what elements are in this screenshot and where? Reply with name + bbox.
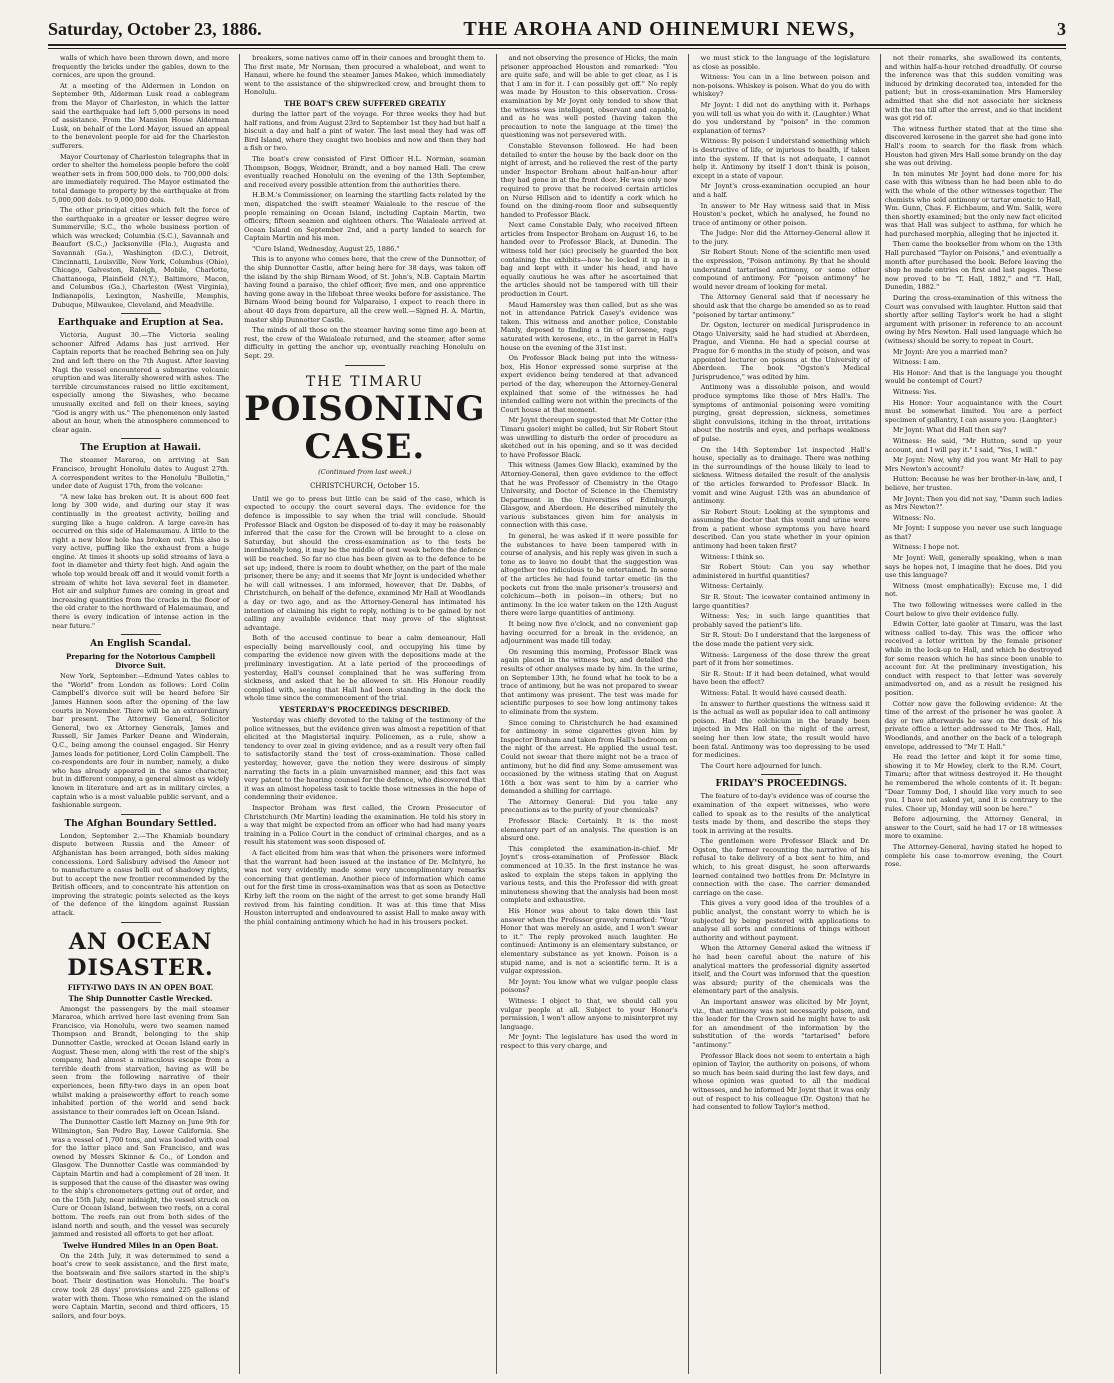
paragraph: New York, September.—Edmund Yates cables to the "World" from London as follows: Lord Colin Campbell's divorce suit will be heard before Sir James Hannen soon after the opening of the law courts in November. There will be an extraordinary bar present. The Attorney General, Solicitor General, two ex Attorney Generals, James and Russell, Sir James Parker Deane and Winderain, Q.C., being among the counsel engaged. Sir Henry James leads for petitioner, Lord Colin Campbell. The co-respondents are four in number, namely, a duke who has already appeared in the same character, but in different company, a general almost as widely known in literature and art as in military circles, a captain who is a most valuable public servant, and a fashionable surgeon. [52,672,230,810]
column-2 [239,54,489,1374]
paragraph: In general, he was asked if it were possible for the substances to have been tampered with in course of analysis, and his reply was given in such a tone as to leave no doubt that the suggestion was altogether too ridiculous to be entertained. In some of the articles he had found tartar emetic (in the pockets cut from the male prisoner's trousers) and colchicum—both in poison—in others; but no antimony. In the ice water taken on the 12th August there were large quantities of antimony. [500,532,678,618]
dateline: CHRISTCHURCH, October 15. [310,482,420,491]
paragraph: not their remarks, she swallowed its contents, and within half-a-hour retched dreadfully. Of course the inference was that this sudden vomiting was induced by drinking decorated tea, intended for the patient; but in cross-examination Mrs Hamersley admitted that she did not associate her sickness with the tea till after the arrest, and so that incident was got rid of. [884,54,1062,123]
paragraph: Constable Stevenson followed. He had been detailed to enter the house by the back door on the night of arrest, and he relieved the rest of the party under Inspector Broham about half-an-hour after they had gone in at the front door. He was only now required to prove that he received certain articles on Nurse Hillson and to identify a cork which he found on the dining-room floor and subsequently handed to Professor Black. [500,141,678,219]
paragraph: The boat's crew consisted of First Officer H.L. Norman, seaman Thompson, Boggs, Weidner, Brandt, and a boy named Hall. The crew eventually reached Honolulu on the evening of the 13th September, and received every possible attention from the authorities there. [244,154,486,189]
paragraph: Sir R. Stout: The icewater contained antimony in large quantities? [692,593,870,610]
paragraph: Witness: Certainly. [700,582,764,591]
paragraph: "A new lake has broken out. It is about 600 feet long by 300 wide, and during our stay it was continually in the greatest activity, boiling and surging like a huge caldron. A large cave-in has occurred on this side of Halemaumau. A little to the right a new blow hole has broken out. This also is very active, puffing like the exhaust from a huge engine. At times it shoots up solid streams of lava a foot in diameter and thirty feet high. And again the whole top would break off and it would vomit forth a stream of white hot lava several feet in diameter. Hot air and sulphur fumes are coming in great and increasing quantities from the cracks in the floor of the old crater to the northward of Halemaumau, and there is every indication of intense action in the near future." [52,492,230,630]
paragraph: London, September 2.—The Khamiab boundary dispute between Russia and the Ameer of Afghanistan has been arranged, both sides making concessions. Lord Salisbury advised the Ameer not to manufacture a casus belli out of shadowy rights, but to accept the new frontier recommended by the British officers, and to concentrate his attention on improving the strategic points selected as the keys of the defence of the kingdom against Russian attack. [52,831,230,918]
paragraph: Witness: Fatal. It would have caused death. [700,688,847,697]
paragraph: Mr Joynt: I suppose you never use such language as that? [884,524,1062,541]
paragraph: Professor Black does not seem to entertain a high opinion of Taylor, the authority on poisons, of whom so much has been said during the last few days, and whose opinion was quoted to all the medical witnesses, and he informed Mr Joynt that it was only out of respect to his colleague (Dr. Ogston) that he had consented to follow Taylor's method. [692,1051,870,1112]
paragraph: Mr Joynt: I did not do anything with it. Perhaps you will tell us what you do with it. (Laughter.) What do you understand by "poison" in the common explanation of terms? [692,100,870,135]
paragraph: we must stick to the language of the legislature as close as possible. [692,54,870,71]
paragraph: Sir Robert Stout: Can you say whether administered in hurtful quantities? [692,563,870,580]
paragraph: Witness: I hope not. [892,543,960,552]
paragraph: Mr Joynt: Well, generally speaking, when a man says he hopes not, I imagine that he does. Did you use this language? [884,554,1062,580]
paragraph: Dr. Ogston, lecturer on medical Jurisprudence in Otago University, said he had studied at Aberdeen, Prague, and Vienna. He had a special course at Prague for 6 months in the study of poison, and was appointed lecturer on poisons at the University of Aberdeen. The book "Ogston's Medical Jurisprudence," was edited by him. [692,321,870,381]
paragraph: The Attorney General said that if necessary he should ask that the charge be amended so as to read "poisoned by tartar antimony." [692,293,870,319]
paragraph: Both of the accused continue to bear a calm demeanour, Hall especially being marvellously cool, and occupying his time by comparing the evidence now given with the depositions made at the preliminary investigation. At a late period of the proceedings of yesterday, Hall's counsel complained that he was suffering from sickness, and asked that he be allowed to sit. His Honour readily complied with, seeing that Hall had been standing in the dock the whole time since the commencement of the trial. [244,634,486,703]
subheadline-open-boat: Twelve Hundred Miles in an Open Boat. [62,1240,219,1250]
headline-timaru: THE TIMARU [305,373,424,390]
letter-heading: "Cure Island, Wednesday, August 25, 1886." [252,244,400,253]
page-header [48,14,1066,44]
paragraph: Witness: He said, "Mr Hutton, send up your account, and I will pay it." I said, "Yes, I will." [884,436,1062,454]
paragraph: A fact elicited from him was that when the prisoners were informed that the warrant had been issued at the instance of Dr. McIntyre, he was not very evidently made some very uncomplimentary remarks concerning that gentleman. Another piece of information which came out for the first time in cross-examination was that as soon as Detective Kirby left the room on the night of the arrest to get some brandy Hall revived from his fainting condition. It was at this time that Miss Houston interrupted and endeavoured to assist Hall to make away with the phial containing antimony which he had in his trousers pocket. [244,848,486,926]
paragraph: This gives a very good idea of the troubles of a public analyst, the constant worry to which he is subjected by being pestered with applications to analyse all sorts and conditions of things without authority and without payment. [692,899,870,942]
paragraph: In answer to further questions the witness said it is the actual as well as popular idea to call antimony poison. Had the colchicum in the brandy been injected in Mrs Hall on the night of the arrest, seeing her then low state, the result would have been fatal. Antimony was too depressing to be used for medicines. [692,699,870,760]
paragraph: This witness (James Gow Black), examined by the Attorney-General, then gave evidence to the effect that he was Professor of Chemistry in the Otago University, and Doctor of Science in the Chemistry Department in the Universities of Edinburgh, Glasgow, and Aberdeen. He described minutely the various substances given him for analysis in connection with this case. [500,461,678,530]
paragraph: Until we go to press but little can be said of the case, which is expected to occupy the court several days. The evidence for the defence is impossible to say when the trial will conclude. Should Professor Black and Ogston be disposed of to-day it may be reasonably inferred that the case for the Crown will be brought to a close on Saturday, but should the cross-examination as to the tests be inordinately long, it may be the middle of next week before the defence will be reached. So far no clue has been given as to the defence to be set up; indeed, there is room to doubt whether, on the part of the male prisoner, there be any; and it seems that Mr Joynt is undecided whether he will call witnesses. I am informed, however, that Dr. Dabbs, of Christchurch, on behalf of the defence, examined Mr Hall at Woodlands a day or two ago, and as the Attorney-General has intimated his intention of claiming his right to reply, nothing is to be gained by not calling any available evidence that may prove of the slightest advantage. [244,494,486,632]
divider [761,774,801,775]
paragraph: Then came the bookseller from whom on the 13th Hall purchased "Taylor on Poisons," and eventually a month after purchased the book. Before leaving the shop he made entries on first and last pages. These now proved to be "T. Hall, 1882," and "T. Hall, Dunedin, 1882." [884,240,1062,292]
paragraph: His Honor was about to take down this last answer when the Professor gravely remarked: "Your Honor that was merely an aside, and I won't swear to it." The reply provoked much laughter. He continued: Antimony is an elementary substance, or elementary substance as yet known. Poison is a stupid name, and is not a scientific term. It is a vulgar expression. [500,907,678,976]
divider [121,438,161,439]
paragraph: Witness (most emphatically): Excuse me, I did not. [884,581,1062,599]
paragraph: Amongst the passengers by the mail steamer Mararoa, which arrived here last evening from San Francisco, via Honolulu, were two seamen named Thompson and Brandt, belonging to the ship Dunnotter Castle, wrecked at Ocean Island early in August. These men, along with the rest of the ship's company, had almost a miraculous escape from a terrible death from starvation, having as will be seen from the following narrative of their experiences, been fifty-two days in an open boat whilst making a praiseworthy effort to reach some inhabited portion of the world and send back assistance to their comrades left on Ocean Island. [52,1004,230,1116]
divider [121,922,161,923]
paragraph: Sir Robert Stout: Looking at the symptoms and assuming the doctor that this vomit and urine were from a patient whose symptoms you have heard described. Can you state whether in your opinion antimony had been taken first? [692,507,870,551]
paragraph: Maud Hamersley was then called, but as she was not in attendance Patrick Casey's evidence was taken. This witness and another police, Constable Manly, deposed to finding a tin of kerosene, rags saturated with kerosene, etc., in the garret in Hall's house on the evening of the 31st inst. [500,300,678,352]
paragraph: Mr Joynt: You know what we vulgar people class poisons? [500,977,678,995]
headline-ocean-disaster: AN OCEAN DISASTER. [67,928,214,981]
header-title: THE AROHA AND OHINEMURI NEWS, [463,17,856,40]
paragraph: The gentlemen were Professor Black and Dr. Ogston, the former recounting the narrative of his refusal to take delivery of a box sent to him, and which, to his great disgust, he soon afterwards learned contained two bottles from Dr. McIntyre in connection with the case. The carrier demanded carriage on the case. [692,837,870,897]
paragraph: It being now five o'clock, and no convenient gap having occurred for a break in the evidence, an adjournment was made till today. [500,620,678,646]
continued-note: (Continued from last week.) [318,467,412,476]
paragraph: This completed the examination-in-chief. Mr Joynt's cross-examination of Professor Black commenced at 10.35. In the first instance he was asked to explain the steps taken in applying the various tests, and this the Professor did with great minuteness showing that the analysis had been most complete and exhaustive. [500,844,678,905]
paragraph: This is to anyone who comes here, that the crew of the Dunnotter, of the ship Dunnotter Castle, after being here for 38 days, was taken off the island by the ship Birnam Wood, of St. John's, N.B. Captain Martin having found a paraiso, the chief officer, five men, and one apprentice having gone away in the lifeboat three weeks before for assistance. The Birnam Wood being bound for Valparaiso, I expect to reach there in about 40 days from departure, all the crew well.—Signed H. A. Martin, master ship Dunnotter Castle. [244,255,486,324]
paragraph: Inspector Broham was first called, the Crown Prosecutor of Christchurch (Mr Martin) leading the examination. He told his story in a way that might be expected from an officer who had had many years training in a Police Court in the conduct of criminal charges, and as a result his statement was soon disposed of. [244,803,486,847]
paragraph: Witness: Yes; in such large quantities that probably saved the patient's life. [692,612,870,629]
headline-earthquake: Earthquake and Eruption at Sea. [57,318,224,329]
paragraph: At a meeting of the Aldermen in London on September 9th, Alderman Lusk read a cablegram from the Mayor of Charleston, in which the latter said the earthquake had left 5,000 persons in need of assistance. From the Mansion House Alderman Lusk, on behalf of the Lord Mayor, issued an appeal to the benevolent people for aid for the Charleston sufferers. [52,81,230,150]
paragraph: Witness: No. [892,513,936,522]
subheadline-crew: THE BOAT'S CREW SUFFERED GREATLY [284,98,446,108]
paragraph: Next came Constable Daly, who received fifteen articles from Inspector Broham on August 16, to be handed over to Professor Black, at Dunedin. The witness told her (sic) precisely he guarded the box containing the exhibits—how he locked it up in a bag and kept with it under his head, and have equally cautious he was after he ascertained that the articles should not be tampered with till their production in Court. [500,221,678,299]
header-rule-thin [48,48,1066,49]
divider [345,365,385,366]
header-date: Saturday, October 23, 1886. [48,18,262,39]
paragraph: Sir Robert Stout: None of the scientific men used the expression, "Poison antimony. By that he should understand tartarised antimony, or some other compound of antimony. For "poison antimony" he would never dream of looking for metal. [692,248,870,291]
paragraph: He read the letter and kept it for some time, showing it to Mr Howley, clerk to the R.M. Court, Timaru; after that witness destroyed it. He thought he remembered the whole contents of it. It began: "Dear Tommy Dod, I should like very much to see you. I have not asked yet, and it is contrary to the rules. Cheer up, Monday will soon be here." [884,753,1062,813]
subheadline-ocean: FIFTY-TWO DAYS IN AN OPEN BOAT. [67,982,214,992]
column-1 [48,54,233,1374]
divider [121,313,161,314]
paragraph: Witness: Yes. [892,387,937,396]
paragraph: Mr Joynt: What did Hall then say? [892,426,1007,435]
headline-hawaii: The Eruption at Hawaii. [80,443,201,454]
paragraph: H.B.M.'s Commissioner, on learning the startling facts related by the men, dispatched the swift steamer Waialeale to the rescue of the people remaining on Ocean Island, including Captain Martin, two officers, fifteen seamen and eighteen others. The Waialeale arrived at Ocean Island on September 2nd, and a party landed to search for Captain Martin and his men. [244,191,486,243]
paragraph: Cotter now gave the following evidence: At the time of the arrest of the prisoner he was gaoler. A day or two afterwards he saw on the desk of his private office a letter addressed to Mr Thos. Hall, Woodlands, and another on the back of a telegraph envelope, addressed to "Mr T. Hall." [884,699,1062,751]
paragraph: Antimony was a dissoluble poison, and would produce symptoms like those of Mrs Hall's. The symptoms of antimonial poisoning were vomiting purging, great depression, sickness, sometimes slight convulsions, itching in the throat, irritations about the nostrils and eyes, and perhaps weakness of pulse. [692,383,870,443]
paragraph: breakers, some natives came off in their canoes and brought them to. The first mate, Mr Norman, then procured a whaleboat, and went to Hanaui, where he found the steamer James Makee, which immediately went to the assistance of the shipwrecked crew, and brought them to Honolulu. [244,54,486,97]
columns [48,54,1066,1374]
paragraph: The witness further stated that at the time she discovered kerosene in the garret she had gone into Hall's room to search for the flask from which Houston had given Mrs Hall some brandy on the day she was out driving. [884,124,1062,168]
paragraph: Before adjourning, the Attorney General, in answer to the Court, said he had 17 or 18 witnesses more to examine. [884,815,1062,841]
paragraph: Mr Joynt: Then you did not say, "Damn such ladies as Mrs Newton?" [884,494,1062,512]
subheadline-scandal: Preparing for the Notorious Campbell Divorce Suit. [66,652,216,671]
paragraph: The Attorney General: Did you take any precautions as to the purity of your chemicals? [500,797,678,815]
column-4 [688,54,874,1374]
paragraph: Mr Joynt: The legislature has used the word in respect to this very charge, and [500,1033,678,1050]
subheadline-yesterday: YESTERDAY'S PROCEEDINGS DESCRIBED. [279,705,451,715]
paragraph: and not observing the presence of Hicks, the main prisoner approached Houston and remarked: "You are quite safe, and will be able to get clear, as I is that I am in for it. I can possibly get off." No reply was made by Houston to this observation. Cross-examination by Mr Joynt only tended to show that the witness was intelligent, observant and capable, and as he was well posted (having taken the precaution to note the language at the time) the questioning was not persevered with. [500,54,678,140]
paragraph: The Dunnotter Castle left Mazney on June 9th for Wilmington, San Pedro Bay, Lower California. She was a vessel of 1,700 tons, and was loaded with coal for the latter place and San Francisco, and was owned by Messrs Skinner & Co., of London and Glasgow. The Dunnotter Castle was commanded by Captain Martin and had a complement of 28 men. It is supposed that the cause of the disaster was owing to the ship's chronometers getting out of order, and on the 15th July, near midnight, the vessel struck on Cure or Ocean Island, between two reefs, on a coral bottom. The reefs ran out from both sides of the island north and south, and the vessel was securely jammed and resisted all efforts to get her afloat. [52,1118,230,1239]
paragraph: Since coming to Christchurch he had examined for antimony in some cigarettes given him by Inspector Broham and taken from Hall's bedroom on the night of the arrest. He applied the usual test. Could not swear that there might not be a trace of antimony, but he did find any. Some amusement was occasioned by the witness stating that on August 16th a box was sent to him by a carrier who demanded a shilling for carriage. [500,718,678,796]
paragraph: The steamer Mararoa, on arriving at San Francisco, brought Honolulu dates to August 27th. A correspondent writes to the Honolulu "Bulletin," under date of August 17th, from the volcano: [52,456,230,491]
paragraph: When the Attorney General asked the witness if he had been careful about the nature of his analytical matters the professorial dignity asserted itself, and the Court was informed that the question was absurd; purity of the chemicals was the elementary part of the analysis. [692,944,870,996]
paragraph: walls of which have been thrown down, and more frequently the bricks under the gables, down to the cornices, are upon the ground. [52,54,230,80]
paragraph: The minds of all those on the steamer having some time ago been at rest, the crew of the Waialeale returned, and the steamer, after some difficulty in getting the anchor up, eventually reaching Honolulu on Sept. 29. [244,326,486,360]
paragraph: The Attorney-General, having stated he hoped to complete his case to-morrow evening, the Court rose. [884,843,1062,869]
paragraph: Mr Joynt: Are you a married man? [892,347,1008,356]
paragraph: In answer to Mr Hay witness said that in Miss Houston's pocket, which he analysed, he found no trace of antimony or other poison. [692,201,870,227]
paragraph: Hutton: Because he was her brother-in-law, and, I believe, her trustee. [884,475,1062,492]
paragraph: Edwin Cotter, late gaoler at Timaru, was the last witness called to-day. This was the officer who received a letter written by the female prisoner while in the lock-up to Hall, and which he destroyed for some reason which he has since been unable to account for. At the preliminary investigation, his conduct with respect to that letter was severely animadverted on, and as a result he resigned his position. [884,620,1062,697]
paragraph: Witness: I think so. [700,552,765,561]
paragraph: His Honor: And that is the language you thought would be contempt of Court? [884,368,1062,386]
paragraph: Witness: By poison I understand something which is destructive of life, or injurious to health, if taken into the system. If that is not adequate, I cannot help it. Antimony by itself I don't think is poison, except in a state of vapour. [692,137,870,180]
headline-friday: FRIDAY'S PROCEEDINGS. [715,779,847,790]
paragraph: Professor Black: Certainly. It is the most elementary part of an analysis. The question is an absurd one. [500,817,678,843]
paragraph: Sir R. Stout: If it had been detained, what would have been the effect? [692,669,870,687]
divider [121,814,161,815]
header-page-number: 3 [1056,18,1066,39]
paragraph: Mr Joynt thereupon suggested that Mr Cotter (the Timaru gaoler) might be called, but Sir Robert Stout was unwilling to disturb the order of procedure as sketched out in his opening, and so it was decided to have Professor Black. [500,416,678,459]
paragraph: The Court here adjourned for lunch. [700,761,823,770]
subheadline-ship: The Ship Dunnotter Castle Wrecked. [68,993,213,1003]
headline-poisoning-case: POISONING CASE. [244,388,486,467]
header-rule [48,44,1066,46]
paragraph: Witness: You can in a line between poison and non-poisons. Whiskey is poison. What do you do with whiskey? [692,73,870,99]
divider [121,634,161,635]
paragraph: An important answer was elicited by Mr Joynt, viz., that antimony was not necessarily poison, and the leader for the Crown said he might have to ask for an amendment of the information by the substitution of the words "tartarised" before "antimony." [692,997,870,1049]
paragraph: Mayor Courtenay of Charleston telegraphs that in order to shelter the homeless people before the cold weather sets in from 500,000 dols. to 700,000 dols. are immediately required. The Mayor estimated the total damage to property by the earthquake at from 5,000,000 dols. to 9,000,000 dols. [52,152,230,204]
paragraph: The feature of to-day's evidence was of course the examination of the expert witnesses, who were called to speak as to the results of the analytical tests made by them, and describe the steps they took in arriving at the results. [692,792,870,835]
paragraph: On the 14th September 1st inspected Hall's house, specially as to drainage. There was nothing in the surroundings of the house likely to lead to sickness. Witness detailed the result of the analysis of the articles forwarded to Professor Black. In vomit and wine August 12th was an abundance of antimony. [692,445,870,506]
column-3 [496,54,682,1374]
headline-afghan: The Afghan Boundary Settled. [64,818,217,829]
paragraph: The other principal cities which felt the force of the earthquake in a greater or lesser degree were Summerville, S.C., the whole business portion of which was wrecked; Columbia (S.C.), Savannah and Beaufort (S.C.,) Jacksonville (Fla.), Augusta and Savannah (Ga.), Washington (D.C.), Detroit, Cincinnatti, Louisville, New York, Columbus (Ohio), Chicago, Galveston, Raleigh, Mobile, Charlotte, Chattanooga, Plainfield (N.Y.), Baltimore, Macon, and Columbus (Ga.), Charleston (West Virginia), Indianapolis, Lexington, Nashville, Memphis, Dubuque, Milwaukee, Cleveland, and Meadville. [52,206,230,309]
paragraph: Victoria, August 30.—The Victoria sealing schooner Alfred Adams has just arrived. Her Captain reports that he reached Behring sea on July 2nd and left there on the 7th August. After leaving Nagi the vessel encountered a submarine volcanic eruption and was literally showered with ashes. The terrible circumstances raised no little excitement, especially among the Siwashes, who became unusually excited and fell on their knees, saying "God is angry with us." The phenomenon only lasted about an hour, when the atmosphere commenced to clear again. [52,331,230,434]
paragraph: during the latter part of the voyage. For three weeks they had but half rations, and from August 23rd to September 1st they had but half a biscuit a day and half a pint of water. The last meal they had was off Bird Island, where they caught two boobies and now and then they had a fish or two. [244,109,486,153]
paragraph: Sir R. Stout: Do I understand that the largeness of the dose made the patient very sick. [692,631,870,648]
paragraph: In ten minutes Mr Joynt had done more for his case with this witness than he had been able to do with the whole of the other witnesses together. The chemists who sold antimony or tartar emetic to Hall, Wm. Gunn, Chas. F. Eichbaum, and Wm. Salik, were then shortly examined; but the only new fact elicited was that Hall was subject to asthma, for which he had purchased morphia, alleging that he injected it. [884,169,1062,238]
column-5 [880,54,1066,1374]
headline-scandal: An English Scandal. [90,639,192,650]
paragraph: His Honor: Your acquaintance with the Court must be somewhat limited. You are a perfect specimen of gallantry, I can assure you. (Laughter.) [884,398,1062,424]
paragraph: On the 24th July, it was determined to send a boat's crew to seek assistance, and the first mate, the boatswain and five sailors started in the ship's boat. Their destination was Honolulu. The boat's crew took 28 days' provisions and 225 gallons of water with them. Those who remained on the island were Captain Martin, second and third officers, 15 sailors, and four boys. [52,1251,230,1320]
paragraph: Mr Joynt's cross-examination occupied an hour and a half. [692,182,870,199]
paragraph: Witness: Largeness of the dose threw the great part of it from her sometimes. [692,650,870,668]
paragraph: On Professor Black being put into the witness-box, His Honor expressed some surprise at the expert evidence being tendered at that advanced period of the day, whereupon the Attorney-General explained that some of the witnesses he had intended calling were not within the precincts of the Court house at that moment. [500,354,678,414]
paragraph: Witness: I object to that, we should call you vulgar people at all. Subject to your Honor's permission, I won't allow anyone to misinterpret my language. [500,996,678,1031]
paragraph: On resuming this morning, Professor Black was again placed in the witness box, and detailed the results of other analyses made by him. In the urine, on September 13th, he found what he took to be a trace of antimony, but he was not prepared to swear that antimony was present. The test was made for scientific purposes to see how long antimony takes to eliminate from the system. [500,647,678,716]
paragraph: The Judge: Nor did the Attorney-General allow it to the jury. [692,229,870,246]
paragraph: The two following witnesses were called in the Court below to give their evidence fully. [884,601,1062,618]
paragraph: Witness: I am. [892,358,941,367]
paragraph: During the cross-examination of this witness the Court was convulsed with laughter. Hutton said that shortly after selling Taylor's work he had a slight argument with prisoner in reference to an account owing by Mrs Newton. Hall used language which he (witness) should be sorry to repeat in Court. [884,294,1062,345]
paragraph: Mr Joynt: Now, why did you want Mr Hall to pay Mrs Newton's account? [884,456,1062,473]
paragraph: Yesterday was chiefly devoted to the taking of the testimony of the police witnesses, but the evidence given was almost a repetition of that elicited at the Magisterial inquiry. Policemen, as a rule, show a tendency to over zeal in giving evidence, and as a result very often fail to satisfactorily stand the test of cross-examination. Those called yesterday, however, gave the notion they were desirous of simply narrating the facts in a plain unvarnished manner, and this fact was very patent to the hearing counsel for the defence, who discovered that it was an almost hopeless task to tackle those witnesses in the hope of condemning their evidence. [244,716,486,802]
